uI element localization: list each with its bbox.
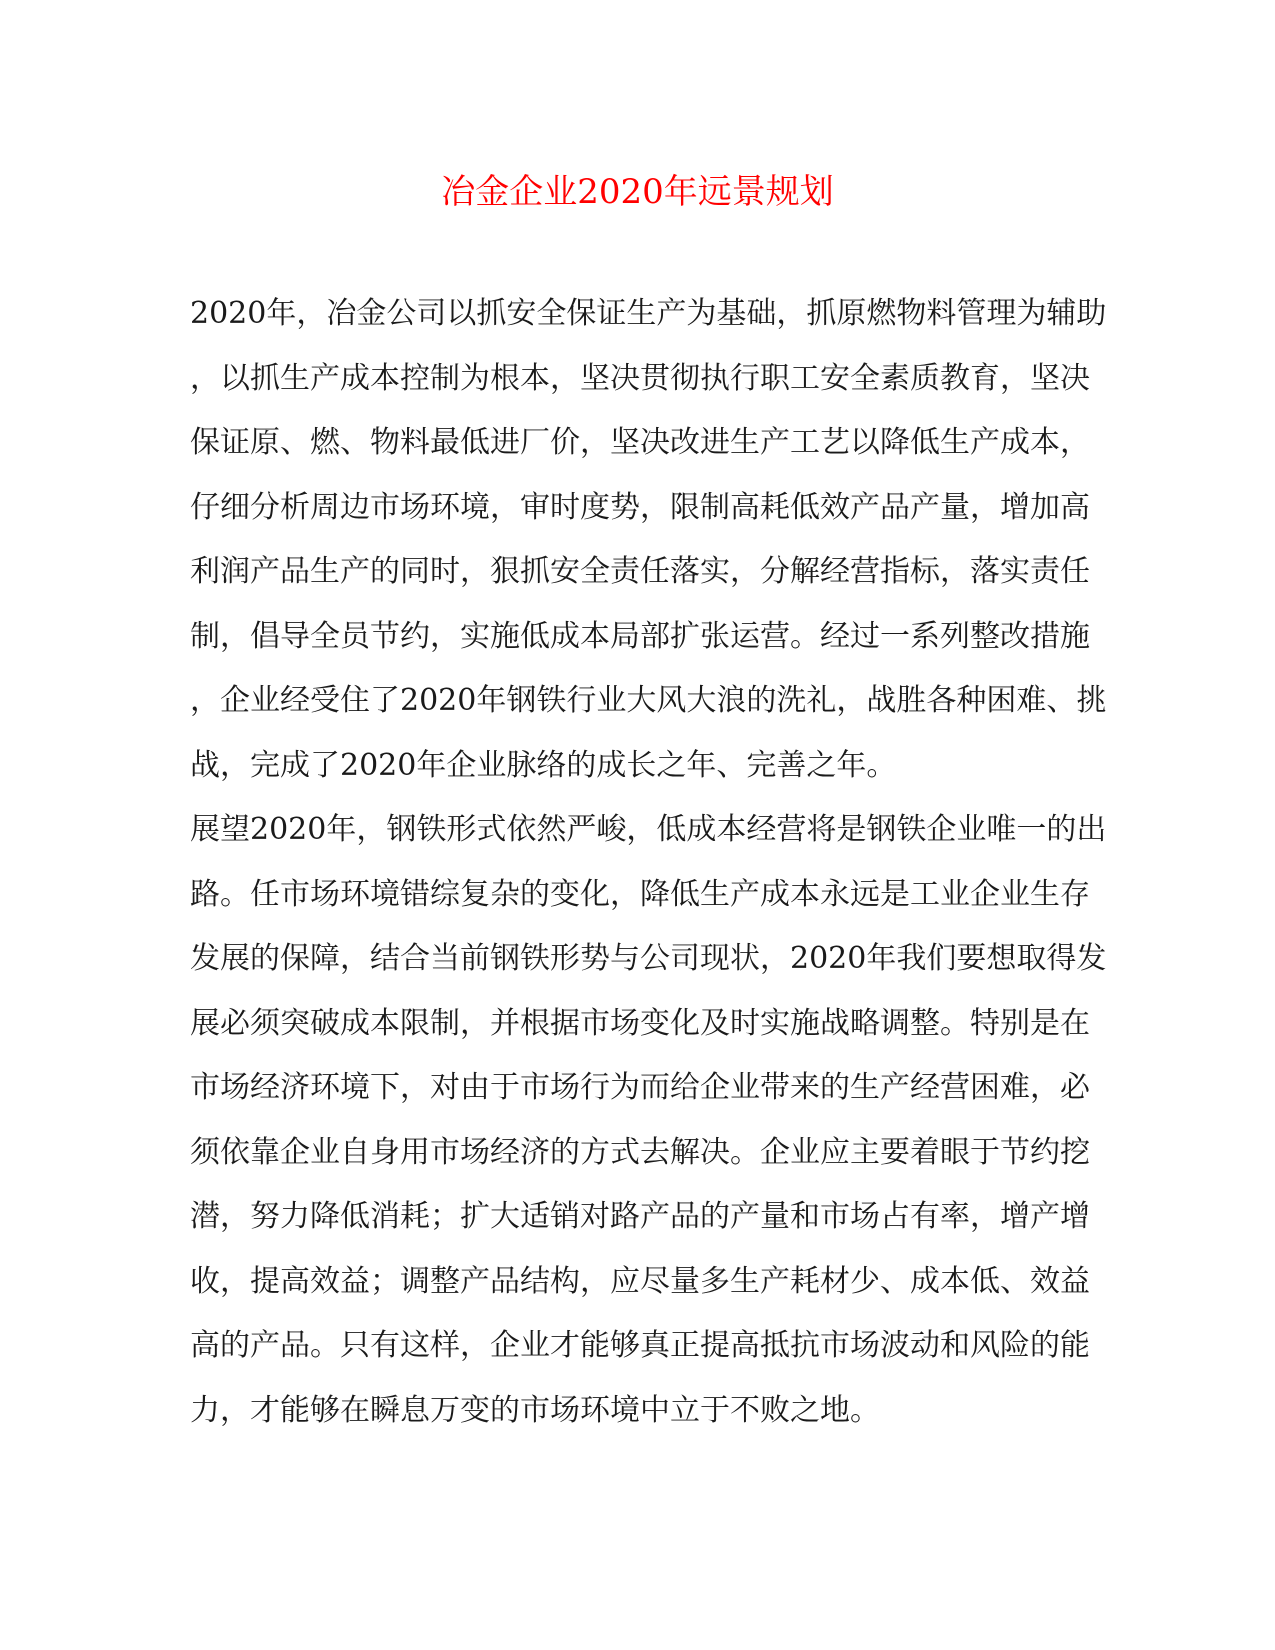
paragraph-line: ，企业经受住了2020年钢铁行业大风大浪的洗礼，战胜各种困难、挑 [190, 683, 1107, 718]
paragraph-line: 须依靠企业自身用市场经济的方式去解决。企业应主要着眼于节约挖 [190, 1134, 1090, 1170]
paragraph-line: 展必须突破成本限制，并根据市场变化及时实施战略调整。特别是在 [190, 1005, 1090, 1041]
paragraph-1 [190, 282, 1107, 798]
paragraph-line: 发展的保障，结合当前钢铁形势与公司现状，2020年我们要想取得发 [190, 941, 1107, 976]
paragraph-line: 制，倡导全员节约，实施低成本局部扩张运营。经过一系列整改措施 [190, 618, 1090, 654]
paragraph-line: 收，提高效益；调整产品结构，应尽量多生产耗材少、成本低、效益 [190, 1263, 1090, 1299]
document-body [190, 282, 1107, 1443]
paragraph-2 [190, 798, 1107, 1443]
paragraph-line: 仔细分析周边市场环境，审时度势，限制高耗低效产品产量，增加高 [190, 489, 1090, 525]
paragraph-line: ，以抓生产成本控制为根本，坚决贯彻执行职工安全素质教育，坚决 [190, 360, 1090, 396]
paragraph-line: 力，才能够在瞬息万变的市场环境中立于不败之地。 [190, 1392, 880, 1428]
paragraph-line: 高的产品。只有这样，企业才能够真正提高抵抗市场波动和风险的能 [190, 1328, 1090, 1363]
paragraph-line: 保证原、燃、物料最低进厂价，坚决改进生产工艺以降低生产成本， [190, 425, 1090, 460]
paragraph-line: 潜，努力降低消耗；扩大适销对路产品的产量和市场占有率，增产增 [190, 1199, 1090, 1234]
paragraph-line: 路。任市场环境错综复杂的变化，降低生产成本永远是工业企业生存 [190, 876, 1090, 912]
paragraph-line: 战，完成了2020年企业脉络的成长之年、完善之年。 [190, 747, 897, 783]
paragraph-line: 2020年，冶金公司以抓安全保证生产为基础，抓原燃物料管理为辅助 [190, 296, 1107, 331]
document-title: 冶金企业2020年远景规划 [441, 172, 834, 212]
paragraph-line: 利润产品生产的同时，狠抓安全责任落实，分解经营指标，落实责任 [190, 554, 1090, 589]
paragraph-line: 市场经济环境下，对由于市场行为而给企业带来的生产经营困难，必 [190, 1070, 1090, 1105]
paragraph-line: 展望2020年，钢铁形式依然严峻，低成本经营将是钢铁企业唯一的出 [190, 812, 1107, 847]
